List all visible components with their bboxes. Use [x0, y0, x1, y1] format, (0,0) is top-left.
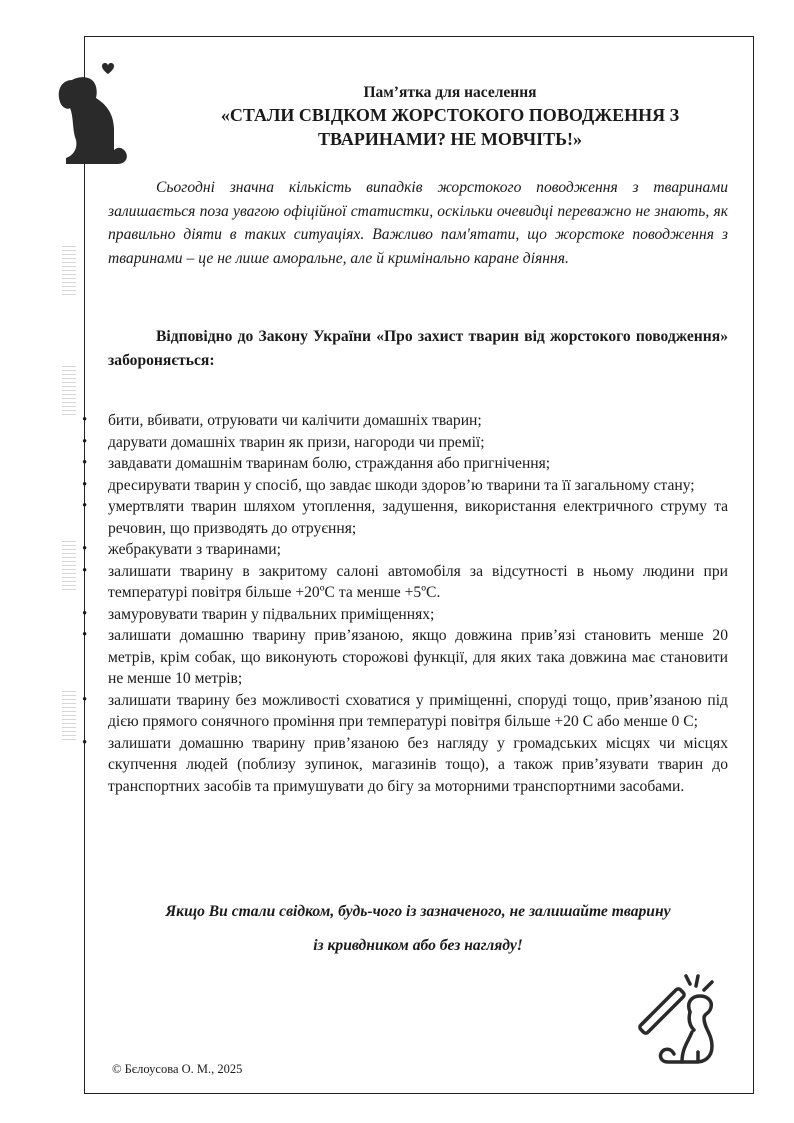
closing-line-2: із кривдником або без нагляду! — [313, 937, 523, 954]
scan-artifact — [62, 245, 76, 295]
scan-artifact — [62, 690, 76, 740]
list-item: • залишати домашню тварину прив’язаною без нагляду у громадських місцях чи місцях скупчення людей (поблизу зупинок, магазинів тощо), а також прив’язувати тварин до транспортних засобів та примушувати до бігу за моторними транспортними засобами. — [82, 734, 728, 795]
bullet-icon: • — [82, 476, 88, 493]
list-item: • залишати тварину в закритому салоні автомобіля за відсутності в ньому людини при температурі повітря більше +20ºС та менше +5ºС. — [82, 562, 728, 601]
list-item: • залишати домашню тварину прив’язаною, якщо довжина прив’язі становить менше 20 метрів, крім собак, що виконують сторожові функції, для яких така довжина має становити не менше 10 метрів; — [82, 627, 728, 687]
closing-appeal — [108, 895, 728, 963]
list-item: • залишати тварину без можливості сховатися у приміщенні, споруді тощо, прив’язаною під дією прямого сонячного проміння при температурі повітря більше +20 С або менше 0 С; — [82, 691, 728, 730]
bullet-icon: • — [82, 691, 88, 708]
bullet-icon: • — [82, 605, 88, 622]
bullet-icon: • — [82, 541, 88, 557]
dog-heart-icon — [52, 60, 132, 164]
scan-artifact — [62, 540, 76, 590]
bullet-icon: • — [82, 734, 88, 751]
list-item: • дресирувати тварин у спосіб, що завдає шкоди здоров’ю тварини та її загальному стану; — [108, 475, 728, 497]
list-item: • бити, вбивати, отруювати чи калічити домашніх тварин; — [108, 410, 728, 432]
list-item: • завдавати домашнім тваринам болю, страждання або пригнічення; — [108, 453, 728, 475]
dog-whistle-icon — [628, 972, 728, 1066]
list-item: • замуровувати тварин у підвальних приміщеннях; — [108, 604, 728, 626]
leaflet-title-line-2: ТВАРИНАМИ? НЕ МОВЧІТЬ!» — [317, 129, 583, 149]
copyright-notice: © Бєлоусова О. М., 2025 — [112, 1062, 243, 1076]
law-heading: Відповідно до Закону України «Про захист тварин від жорстокого поводження» забороняється: — [108, 328, 728, 369]
leaflet-title-line-1: «СТАЛИ СВІДКОМ ЖОРСТОКОГО ПОВОДЖЕННЯ З — [220, 105, 680, 125]
list-item: • умертвляти тварин шляхом утоплення, задушення, використання електричного струму та речовин, що призводять до отруєння; — [82, 498, 728, 537]
bullet-icon: • — [82, 455, 88, 471]
closing-line-1: Якщо Ви стали свідком, будь-чого із зазначеного, не залишайте тварину — [165, 903, 671, 920]
prohibitions-list — [82, 410, 728, 797]
scan-artifact — [62, 365, 76, 415]
header — [170, 82, 730, 151]
bullet-icon: • — [82, 498, 88, 514]
bullet-icon: • — [82, 433, 88, 450]
bullet-icon: • — [82, 562, 88, 579]
list-item: • дарувати домашніх тварин як призи, нагороди чи премії; — [108, 432, 728, 454]
list-item: • жебракувати з тваринами; — [108, 539, 728, 561]
leaflet-subtitle: Пам’ятка для населення — [363, 84, 537, 101]
bullet-icon: • — [82, 627, 88, 643]
bullet-icon: • — [82, 412, 88, 428]
intro-paragraph: Сьогодні значна кількість випадків жорстокого поводження з тваринами залишається поза увагою офіційної статистки, оскільки очевидці переважно не знають, як правильно діяти в таких ситуаціях. Важливо пам'ятати, що жорстоке поводження з тваринами – це не лише аморальне, але й кримінально каране діяння. — [108, 179, 728, 267]
